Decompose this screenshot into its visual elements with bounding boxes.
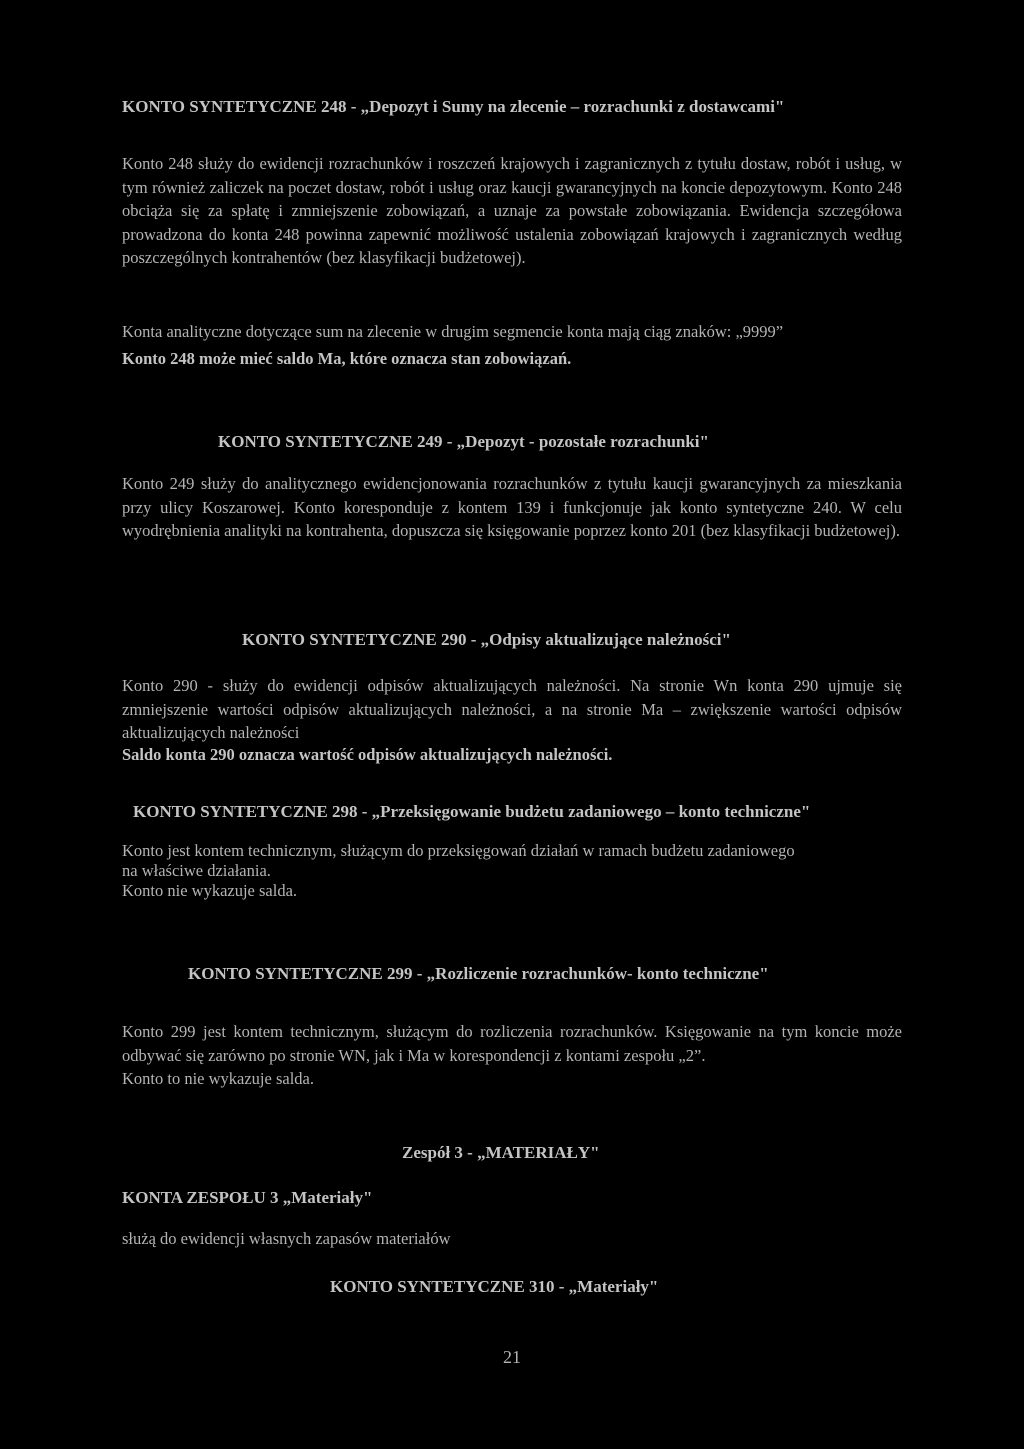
konto-299-no-balance: Konto to nie wykazuje salda.	[122, 1069, 314, 1088]
paragraph-konto-248-analytic: Konta analityczne dotyczące sum na zlecenie w drugim segmencie konta mają ciąg znaków: „9999”	[122, 322, 784, 341]
konto-248-saldo-note: Konto 248 może mieć saldo Ma, które oznacza stan zobowiązań.	[122, 349, 572, 368]
konto-298-line-2: na właściwe działania.	[122, 861, 271, 880]
heading-konto-249: KONTO SYNTETYCZNE 249 - „Depozyt - pozostałe rozrachunki"	[218, 432, 709, 451]
paragraph-konto-248-description: Konto 248 służy do ewidencji rozrachunków i roszczeń krajowych i zagranicznych z tytułu dostaw, robót i usług, w tym również zaliczek na poczet dostaw, robót i usług oraz kaucji gwarancyjnych na koncie depozytowym. Konto 248 obciąża się za spłatę i zmniejszenie zobowiązań, a uznaje za powstałe zobowiązania. Ewidencja szczegółowa prowadzona do konta 248 powinna zapewnić możliwość ustalenia zobowiązań krajowych i zagranicznych według poszczególnych kontrahentów (bez klasyfikacji budżetowej).	[122, 154, 902, 267]
paragraph-konto-299-description: Konto 299 jest kontem technicznym, służącym do rozliczenia rozrachunków. Księgowanie na tym koncie może odbywać się zarówno po stronie WN, jak i Ma w korespondencji z kontami zespołu „2”.	[122, 1022, 902, 1065]
konto-298-line-1: Konto jest kontem technicznym, służącym do przeksięgowań działań w ramach budżetu zadaniowego	[122, 841, 795, 860]
heading-konto-299: KONTO SYNTETYCZNE 299 - „Rozliczenie rozrachunków- konto techniczne"	[188, 964, 769, 983]
page-number: 21	[503, 1347, 521, 1367]
paragraph-konto-249-description: Konto 249 służy do analitycznego ewidencjonowania rozrachunków z tytułu kaucji gwarancyjnych za mieszkania przy ulicy Koszarowej. Konto koresponduje z kontem 139 i funkcjonuje jak konto syntetyczne 240. W celu wyodrębnienia analityki na kontrahenta, dopuszcza się księgowanie poprzez konto 201 (bez klasyfikacji budżetowej).	[122, 474, 902, 540]
konta-zespolu-3-description: służą do ewidencji własnych zapasów materiałów	[122, 1229, 451, 1248]
heading-konto-310: KONTO SYNTETYCZNE 310 - „Materiały"	[330, 1277, 659, 1296]
heading-zespol-3: Zespół 3 - „MATERIAŁY"	[402, 1143, 600, 1162]
heading-konta-zespolu-3: KONTA ZESPOŁU 3 „Materiały"	[122, 1188, 373, 1207]
heading-konto-248: KONTO SYNTETYCZNE 248 - „Depozyt i Sumy na zlecenie – rozrachunki z dostawcami"	[122, 97, 785, 116]
paragraph-konto-290-description: Konto 290 - służy do ewidencji odpisów aktualizujących należności. Na stronie Wn konta 290 ujmuje się zmniejszenie wartości odpisów aktualizujących należności, a na stronie Ma – zwiększenie wartości odpisów aktualizujących należności	[122, 676, 902, 742]
konto-290-saldo-note: Saldo konta 290 oznacza wartość odpisów aktualizujących należności.	[122, 745, 613, 764]
konto-298-line-3: Konto nie wykazuje salda.	[122, 881, 298, 900]
heading-konto-298: KONTO SYNTETYCZNE 298 - „Przeksięgowanie budżetu zadaniowego – konto techniczne"	[133, 802, 811, 821]
heading-konto-290: KONTO SYNTETYCZNE 290 - „Odpisy aktualizujące należności"	[242, 630, 731, 649]
